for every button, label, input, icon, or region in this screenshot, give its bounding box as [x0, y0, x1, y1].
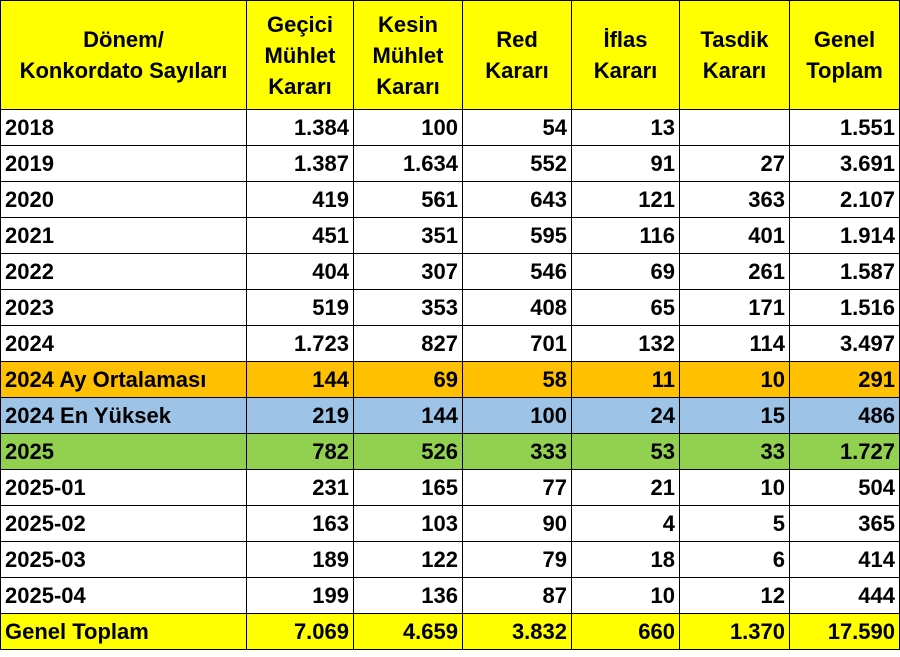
- definitive-respite-cell: 1.634: [354, 146, 463, 182]
- period-cell: 2024: [1, 326, 247, 362]
- definitive-respite-cell: 136: [354, 578, 463, 614]
- definitive-respite-cell: 103: [354, 506, 463, 542]
- approval-cell: 1.370: [680, 614, 790, 650]
- grand-total-cell: 1.727: [790, 434, 900, 470]
- rejection-cell: 701: [463, 326, 572, 362]
- rejection-cell: 546: [463, 254, 572, 290]
- rejection-cell: 77: [463, 470, 572, 506]
- rejection-cell: 408: [463, 290, 572, 326]
- temporary-respite-cell: 231: [247, 470, 354, 506]
- definitive-respite-cell: 4.659: [354, 614, 463, 650]
- grand-total-cell: 504: [790, 470, 900, 506]
- rejection-cell: 595: [463, 218, 572, 254]
- table-row: [1, 146, 900, 182]
- header-approval: Tasdik Kararı: [680, 1, 790, 110]
- period-cell: 2025: [1, 434, 247, 470]
- approval-cell: 6: [680, 542, 790, 578]
- approval-cell: 10: [680, 470, 790, 506]
- header-temporary-respite: Geçici Mühlet Kararı: [247, 1, 354, 110]
- rejection-cell: 54: [463, 110, 572, 146]
- grand-total-cell: 1.551: [790, 110, 900, 146]
- temporary-respite-cell: 199: [247, 578, 354, 614]
- approval-cell: 261: [680, 254, 790, 290]
- temporary-respite-cell: 419: [247, 182, 354, 218]
- bankruptcy-cell: 4: [572, 506, 680, 542]
- period-cell: 2020: [1, 182, 247, 218]
- period-cell: 2025-03: [1, 542, 247, 578]
- approval-cell: 171: [680, 290, 790, 326]
- grand-total-cell: 2.107: [790, 182, 900, 218]
- bankruptcy-cell: 24: [572, 398, 680, 434]
- definitive-respite-cell: 353: [354, 290, 463, 326]
- table-body: [1, 110, 900, 650]
- grand-total-cell: 444: [790, 578, 900, 614]
- rejection-cell: 58: [463, 362, 572, 398]
- grand-total-cell: 3.691: [790, 146, 900, 182]
- table-row: [1, 326, 900, 362]
- table-row: [1, 254, 900, 290]
- bankruptcy-cell: 18: [572, 542, 680, 578]
- approval-cell: 10: [680, 362, 790, 398]
- header-bankruptcy: İflas Kararı: [572, 1, 680, 110]
- approval-cell: 401: [680, 218, 790, 254]
- bankruptcy-cell: 91: [572, 146, 680, 182]
- bankruptcy-cell: 660: [572, 614, 680, 650]
- period-cell: 2019: [1, 146, 247, 182]
- grand-total-cell: 365: [790, 506, 900, 542]
- table-row: [1, 182, 900, 218]
- approval-cell: 363: [680, 182, 790, 218]
- rejection-cell: 333: [463, 434, 572, 470]
- table-row: [1, 362, 900, 398]
- table-row: [1, 218, 900, 254]
- rejection-cell: 552: [463, 146, 572, 182]
- definitive-respite-cell: 827: [354, 326, 463, 362]
- definitive-respite-cell: 165: [354, 470, 463, 506]
- table-row: [1, 290, 900, 326]
- header-period: Dönem/ Konkordato Sayıları: [1, 1, 247, 110]
- approval-cell: 5: [680, 506, 790, 542]
- table-row: [1, 542, 900, 578]
- grand-total-cell: 414: [790, 542, 900, 578]
- period-cell: 2018: [1, 110, 247, 146]
- temporary-respite-cell: 519: [247, 290, 354, 326]
- definitive-respite-cell: 526: [354, 434, 463, 470]
- table-row: [1, 470, 900, 506]
- rejection-cell: 643: [463, 182, 572, 218]
- grand-total-cell: 1.516: [790, 290, 900, 326]
- period-cell: Genel Toplam: [1, 614, 247, 650]
- temporary-respite-cell: 163: [247, 506, 354, 542]
- period-cell: 2024 En Yüksek: [1, 398, 247, 434]
- grand-total-cell: 486: [790, 398, 900, 434]
- definitive-respite-cell: 100: [354, 110, 463, 146]
- grand-total-cell: 1.587: [790, 254, 900, 290]
- header-row: [1, 1, 900, 110]
- temporary-respite-cell: 404: [247, 254, 354, 290]
- bankruptcy-cell: 65: [572, 290, 680, 326]
- period-cell: 2023: [1, 290, 247, 326]
- approval-cell: 33: [680, 434, 790, 470]
- definitive-respite-cell: 122: [354, 542, 463, 578]
- rejection-cell: 100: [463, 398, 572, 434]
- definitive-respite-cell: 69: [354, 362, 463, 398]
- approval-cell: 12: [680, 578, 790, 614]
- temporary-respite-cell: 219: [247, 398, 354, 434]
- definitive-respite-cell: 561: [354, 182, 463, 218]
- bankruptcy-cell: 53: [572, 434, 680, 470]
- approval-cell: 15: [680, 398, 790, 434]
- table-row: [1, 578, 900, 614]
- period-cell: 2021: [1, 218, 247, 254]
- bankruptcy-cell: 21: [572, 470, 680, 506]
- temporary-respite-cell: 144: [247, 362, 354, 398]
- bankruptcy-cell: 121: [572, 182, 680, 218]
- definitive-respite-cell: 307: [354, 254, 463, 290]
- rejection-cell: 79: [463, 542, 572, 578]
- period-cell: 2022: [1, 254, 247, 290]
- temporary-respite-cell: 1.387: [247, 146, 354, 182]
- period-cell: 2025-01: [1, 470, 247, 506]
- table-row: [1, 110, 900, 146]
- definitive-respite-cell: 351: [354, 218, 463, 254]
- temporary-respite-cell: 1.723: [247, 326, 354, 362]
- table-row: [1, 614, 900, 650]
- grand-total-cell: 3.497: [790, 326, 900, 362]
- grand-total-cell: 17.590: [790, 614, 900, 650]
- header-rejection: Red Kararı: [463, 1, 572, 110]
- period-cell: 2024 Ay Ortalaması: [1, 362, 247, 398]
- bankruptcy-cell: 11: [572, 362, 680, 398]
- temporary-respite-cell: 7.069: [247, 614, 354, 650]
- bankruptcy-cell: 69: [572, 254, 680, 290]
- bankruptcy-cell: 132: [572, 326, 680, 362]
- temporary-respite-cell: 1.384: [247, 110, 354, 146]
- temporary-respite-cell: 451: [247, 218, 354, 254]
- rejection-cell: 87: [463, 578, 572, 614]
- bankruptcy-cell: 13: [572, 110, 680, 146]
- definitive-respite-cell: 144: [354, 398, 463, 434]
- table-row: [1, 506, 900, 542]
- grand-total-cell: 291: [790, 362, 900, 398]
- rejection-cell: 90: [463, 506, 572, 542]
- period-cell: 2025-02: [1, 506, 247, 542]
- temporary-respite-cell: 189: [247, 542, 354, 578]
- temporary-respite-cell: 782: [247, 434, 354, 470]
- rejection-cell: 3.832: [463, 614, 572, 650]
- bankruptcy-cell: 10: [572, 578, 680, 614]
- table-row: [1, 398, 900, 434]
- period-cell: 2025-04: [1, 578, 247, 614]
- grand-total-cell: 1.914: [790, 218, 900, 254]
- table-row: [1, 434, 900, 470]
- approval-cell: 114: [680, 326, 790, 362]
- approval-cell: [680, 110, 790, 146]
- approval-cell: 27: [680, 146, 790, 182]
- header-definitive-respite: Kesin Mühlet Kararı: [354, 1, 463, 110]
- header-grand-total: Genel Toplam: [790, 1, 900, 110]
- bankruptcy-cell: 116: [572, 218, 680, 254]
